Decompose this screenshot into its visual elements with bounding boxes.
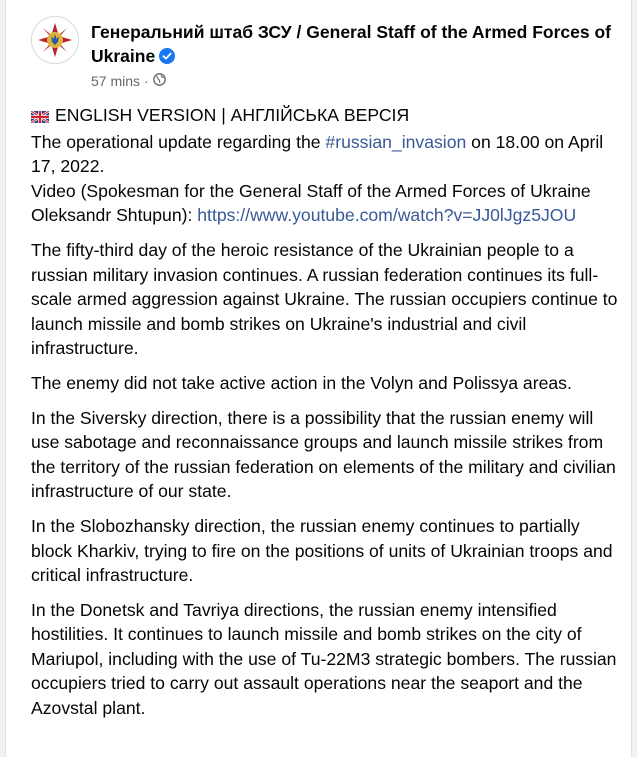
ukraine-armed-forces-emblem-icon bbox=[35, 20, 75, 60]
video-link[interactable]: https://www.youtube.com/watch?v=JJ0lJgz5JOU bbox=[197, 205, 577, 226]
intro-text-after: on 18.00 on April 17, 2022. bbox=[31, 131, 604, 177]
video-line-text: Video (Spokesman for the General Staff of the Armed Forces of Ukraine Oleksandr Shtupun): bbox=[31, 180, 591, 226]
post-paragraph: In the Slobozhansky direction, the russian enemy continues to partially block Kharkiv, trying to fire on the positions of units of Ukrainian troops and critical infrastructure. bbox=[31, 515, 613, 586]
post-paragraph: The enemy did not take active action in the Volyn and Polissya areas. bbox=[31, 372, 572, 393]
post-intro bbox=[31, 103, 621, 228]
post-subline bbox=[91, 72, 615, 90]
hashtag-link[interactable]: #russian_invasion bbox=[325, 131, 467, 152]
post-header bbox=[31, 16, 615, 90]
globe-icon[interactable] bbox=[153, 72, 166, 90]
page-name-link[interactable] bbox=[91, 20, 615, 70]
post-paragraph: The fifty-third day of the heroic resistance of the Ukrainian people to a russian military invasion continues. A russian federation continues its full-scale armed aggression against Ukraine. The russian occupiers continue to launch missile and bomb strikes on Ukraine's industrial and civil infrastructure. bbox=[31, 239, 618, 359]
uk-flag-icon bbox=[31, 105, 49, 130]
intro-text-before: The operational update regarding the bbox=[31, 131, 326, 152]
post-paragraph: In the Donetsk and Tavriya directions, the russian enemy intensified hostilities. It continues to launch missile and bomb strikes on the city of Mariupol, including with the use of Tu-22M3 strategic bombers. The russian occupiers tried to carry out assault operations near the seaport and the Azovstal plant. bbox=[31, 599, 617, 719]
post-heading: ENGLISH VERSION | АНГЛІЙСЬКА ВЕРСІЯ bbox=[55, 105, 410, 125]
post-paragraph: In the Siversky direction, there is a possibility that the russian enemy will use sabotage and reconnaissance groups and launch missile strikes from the territory of the russian federation on elements of the military and civilian infrastructure of our state. bbox=[31, 407, 616, 502]
post-card bbox=[5, 0, 632, 757]
page-avatar[interactable] bbox=[31, 16, 79, 64]
post-body bbox=[31, 103, 621, 731]
meta-separator: · bbox=[144, 73, 149, 89]
page-name-text[interactable]: Генеральний штаб ЗСУ / General Staff of the Armed Forces of Ukraine bbox=[91, 22, 611, 66]
verified-badge-icon bbox=[159, 46, 175, 70]
post-timestamp[interactable]: 57 mins bbox=[91, 73, 141, 89]
header-meta bbox=[91, 16, 615, 90]
